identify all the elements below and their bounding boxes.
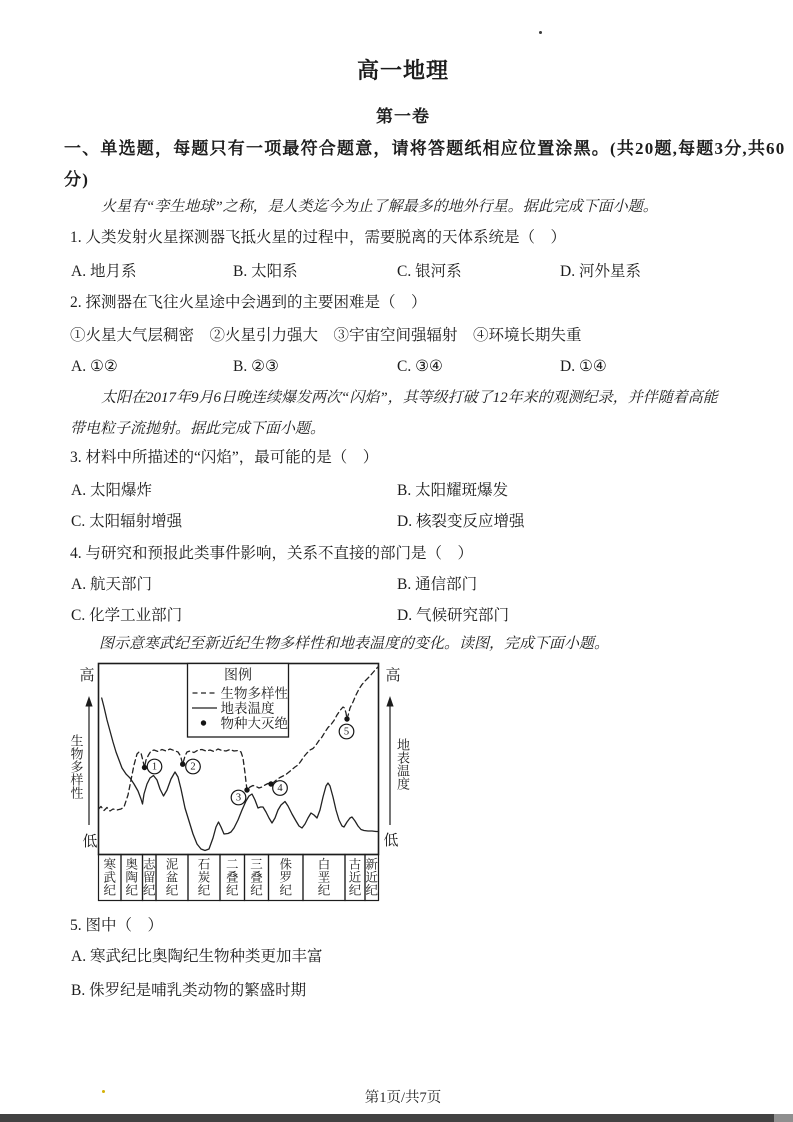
scanner-edge-bar-light xyxy=(774,1114,793,1122)
extinction-dot xyxy=(344,716,349,721)
period-label: 志 xyxy=(142,857,156,872)
right-axis-name: 表 xyxy=(396,750,411,766)
q5-option-a: A. 寒武纪比奥陶纪生物种类更加丰富 xyxy=(71,948,323,965)
period-label: 古 xyxy=(348,857,362,872)
q1-option-b: B. 太阳系 xyxy=(233,263,298,280)
period-label: 垩 xyxy=(317,870,331,885)
legend-title: 图例 xyxy=(224,668,252,684)
q2-option-d: D. ①④ xyxy=(560,358,607,375)
extinction-label-number: 1 xyxy=(151,761,158,773)
period-label: 纪 xyxy=(197,883,211,898)
right-axis-name: 地 xyxy=(396,737,411,753)
period-label: 陶 xyxy=(125,870,139,885)
scan-artifact-dot xyxy=(539,31,542,34)
period-label: 三 xyxy=(250,857,263,872)
legend-entry-label: 生物多样性 xyxy=(220,686,288,701)
q2-option-a: A. ①② xyxy=(71,358,118,375)
q4-option-c: C. 化学工业部门 xyxy=(71,607,183,624)
q2-option-b: B. ②③ xyxy=(233,358,279,375)
q3-option-b: B. 太阳耀斑爆发 xyxy=(397,482,509,499)
era-biodiversity-temperature-figure xyxy=(60,655,460,905)
q3-option-c: C. 太阳辐射增强 xyxy=(71,513,183,530)
scan-artifact-yellow-dot xyxy=(102,1090,105,1093)
period-label: 纪 xyxy=(142,883,156,898)
q3-option-a: A. 太阳爆炸 xyxy=(71,482,152,499)
section-header-line2: 分) xyxy=(64,170,90,189)
q1-option-c: C. 银河系 xyxy=(397,263,462,280)
q5-option-b: B. 侏罗纪是哺乳类动物的繁盛时期 xyxy=(71,982,307,999)
question-2-subitems: ①火星大气层稠密 ②火星引力强大 ③宇宙空间强辐射 ④环境长期失重 xyxy=(70,327,582,344)
period-label: 新 xyxy=(365,857,379,872)
passage-sun-line2: 带电粒子流抛射。据此完成下面小题。 xyxy=(70,421,326,437)
period-label: 盆 xyxy=(165,870,179,885)
question-1-stem: 1. 人类发射火星探测器飞抵火星的过程中，需要脱离的天体系统是（ ） xyxy=(70,229,567,246)
period-label: 炭 xyxy=(197,870,211,885)
legend-dot-sample xyxy=(201,720,206,725)
right-axis-name: 度 xyxy=(396,776,411,792)
question-5-stem: 5. 图中（ ） xyxy=(70,917,164,934)
section-header-line1: 一、单选题，每题只有一项最符合题意，请将答题纸相应位置涂黑。(共20题,每题3分,共60 xyxy=(64,139,786,158)
right-axis-high-label: 高 xyxy=(385,668,401,684)
left-axis-high-label: 高 xyxy=(79,668,95,684)
right-axis-low-label: 低 xyxy=(383,833,399,849)
q1-option-d: D. 河外星系 xyxy=(560,263,641,280)
q4-option-a: A. 航天部门 xyxy=(71,576,152,593)
period-label: 武 xyxy=(103,870,117,885)
period-label: 罗 xyxy=(279,870,293,885)
extinction-label-number: 2 xyxy=(190,761,196,773)
extinction-dot xyxy=(244,787,249,792)
q2-option-c: C. ③④ xyxy=(397,358,443,375)
passage-mars: 火星有“孪生地球”之称，是人类迄今为止了解最多的地外行星。据此完成下面小题。 xyxy=(101,199,658,215)
period-label: 纪 xyxy=(250,883,263,898)
q1-option-a: A. 地月系 xyxy=(71,263,137,280)
question-3-stem: 3. 材料中所描述的“闪焰”，最可能的是（ ） xyxy=(70,449,379,466)
period-label: 纪 xyxy=(103,883,117,898)
extinction-label-number: 5 xyxy=(343,726,350,738)
legend-entry-label: 地表温度 xyxy=(220,701,275,716)
period-label: 叠 xyxy=(225,870,239,885)
period-label: 纪 xyxy=(317,883,331,898)
extinction-dot xyxy=(180,762,185,767)
volume-heading: 第一卷 xyxy=(376,107,430,126)
q3-option-d: D. 核裂变反应增强 xyxy=(397,513,525,530)
period-label: 二 xyxy=(225,857,239,872)
right-axis-name: 温 xyxy=(396,763,411,779)
period-label: 侏 xyxy=(279,857,293,872)
period-label: 纪 xyxy=(279,883,293,898)
period-label: 白 xyxy=(317,857,331,872)
period-label: 纪 xyxy=(125,883,139,898)
left-axis-arrow xyxy=(85,696,92,825)
period-label: 纪 xyxy=(165,883,179,898)
extinction-label-number: 3 xyxy=(235,792,242,804)
q4-option-b: B. 通信部门 xyxy=(397,576,478,593)
period-label: 泥 xyxy=(165,857,179,872)
left-axis-name: 多 xyxy=(70,759,84,775)
scanner-edge-bar xyxy=(0,1114,793,1122)
left-axis-name: 生 xyxy=(70,733,84,749)
left-axis-name: 物 xyxy=(70,746,84,762)
period-label: 石 xyxy=(197,857,211,872)
doc-title: 高一地理 xyxy=(356,58,450,83)
extinction-dot xyxy=(142,765,147,770)
period-label: 近 xyxy=(348,870,362,885)
left-axis-name: 样 xyxy=(70,772,84,788)
period-label: 近 xyxy=(365,870,379,885)
extinction-label-number: 4 xyxy=(277,783,283,794)
period-label: 纪 xyxy=(225,883,239,898)
left-axis-low-label: 低 xyxy=(82,834,98,850)
legend-entry-label: 物种大灭绝 xyxy=(220,716,288,731)
question-4-stem: 4. 与研究和预报此类事件影响，关系不直接的部门是（ ） xyxy=(70,545,474,562)
right-axis-arrow xyxy=(386,696,393,825)
q4-option-d: D. 气候研究部门 xyxy=(397,607,509,624)
period-label: 纪 xyxy=(348,883,362,898)
question-2-stem: 2. 探测器在飞往火星途中会遇到的主要困难是（ ） xyxy=(70,294,427,311)
period-label: 纪 xyxy=(365,883,379,898)
left-axis-name: 性 xyxy=(70,785,84,801)
period-label: 奥 xyxy=(125,857,139,872)
figure-caption: 图示意寒武纪至新近纪生物多样性和地表温度的变化。读图，完成下面小题。 xyxy=(99,636,610,652)
passage-sun-line1: 太阳在2017年9月6日晚连续爆发两次“闪焰”，其等级打破了12年来的观测纪录，并伴随着高能 xyxy=(101,390,718,406)
period-label: 寒 xyxy=(103,857,117,872)
period-label: 留 xyxy=(142,870,156,885)
page-number: 第1页/共7页 xyxy=(364,1090,442,1106)
period-label: 叠 xyxy=(250,870,263,885)
